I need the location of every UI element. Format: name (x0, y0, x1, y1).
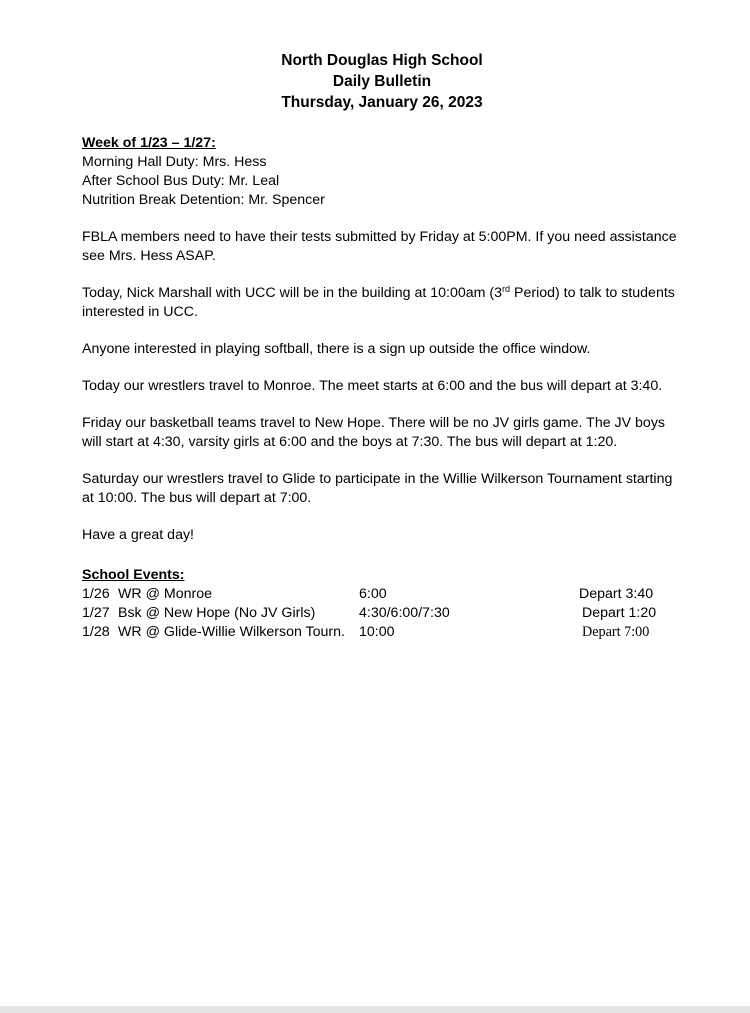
event-name: WR @ Monroe (118, 586, 213, 602)
event-depart: Depart 1:20 (582, 605, 657, 621)
announcement-softball: Anyone interested in playing softball, there is a sign up outside the office window. (82, 341, 591, 357)
page-bottom-edge (0, 1006, 750, 1013)
event-name: Bsk @ New Hope (No JV Girls) (118, 605, 316, 621)
school-name: North Douglas High School (281, 52, 483, 69)
announcement-basketball: Friday our basketball teams travel to New Hope. There will be no JV girls game. The JV boys will start at 4:30, varsity girls at 6:00 and the boys at 7:30. The bus will depart at 1:20. (82, 415, 666, 450)
event-row (82, 623, 682, 642)
event-depart: Depart 7:00 (582, 624, 650, 640)
event-row (82, 604, 682, 623)
announcement-wrestlers-monroe: Today our wrestlers travel to Monroe. The meet starts at 6:00 and the bus will depart at 3:40. (82, 378, 663, 394)
ucc-text-end: Period) to talk to students interested in UCC. (82, 285, 675, 320)
bulletin-header (0, 50, 750, 113)
event-time: 4:30/6:00/7:30 (359, 605, 450, 621)
duty-line-bus: After School Bus Duty: Mr. Leal (82, 173, 280, 189)
event-depart: Depart 3:40 (579, 586, 654, 602)
bulletin-title: Daily Bulletin (332, 73, 432, 90)
closing-message: Have a great day! (82, 527, 194, 543)
school-events-section (82, 566, 682, 642)
event-date: 1/28 (82, 624, 110, 640)
event-row (82, 585, 682, 604)
bulletin-date: Thursday, January 26, 2023 (281, 94, 483, 111)
announcement-wrestlers-glide: Saturday our wrestlers travel to Glide to participate in the Willie Wilkerson Tournament starting at 10:00. The bus will depart at 7:00. (82, 471, 673, 506)
announcement-ucc (82, 284, 687, 322)
ucc-text-start: Today, Nick Marshall with UCC will be in the building at 10:00am (3 (82, 285, 503, 301)
event-name: WR @ Glide-Willie Wilkerson Tourn. (118, 624, 345, 640)
duty-line-detention: Nutrition Break Detention: Mr. Spencer (82, 192, 325, 208)
school-events-heading: School Events: (82, 567, 185, 583)
duty-line-hall: Morning Hall Duty: Mrs. Hess (82, 154, 267, 170)
event-date: 1/26 (82, 586, 110, 602)
event-time: 10:00 (359, 624, 395, 640)
ucc-ordinal-suffix: rd (502, 284, 511, 294)
event-date: 1/27 (82, 605, 110, 621)
event-time: 6:00 (359, 586, 387, 602)
duty-week-heading: Week of 1/23 – 1/27: (82, 135, 216, 151)
bulletin-body (82, 134, 692, 545)
announcement-fbla: FBLA members need to have their tests submitted by Friday at 5:00PM. If you need assistance see Mrs. Hess ASAP. (82, 229, 677, 264)
